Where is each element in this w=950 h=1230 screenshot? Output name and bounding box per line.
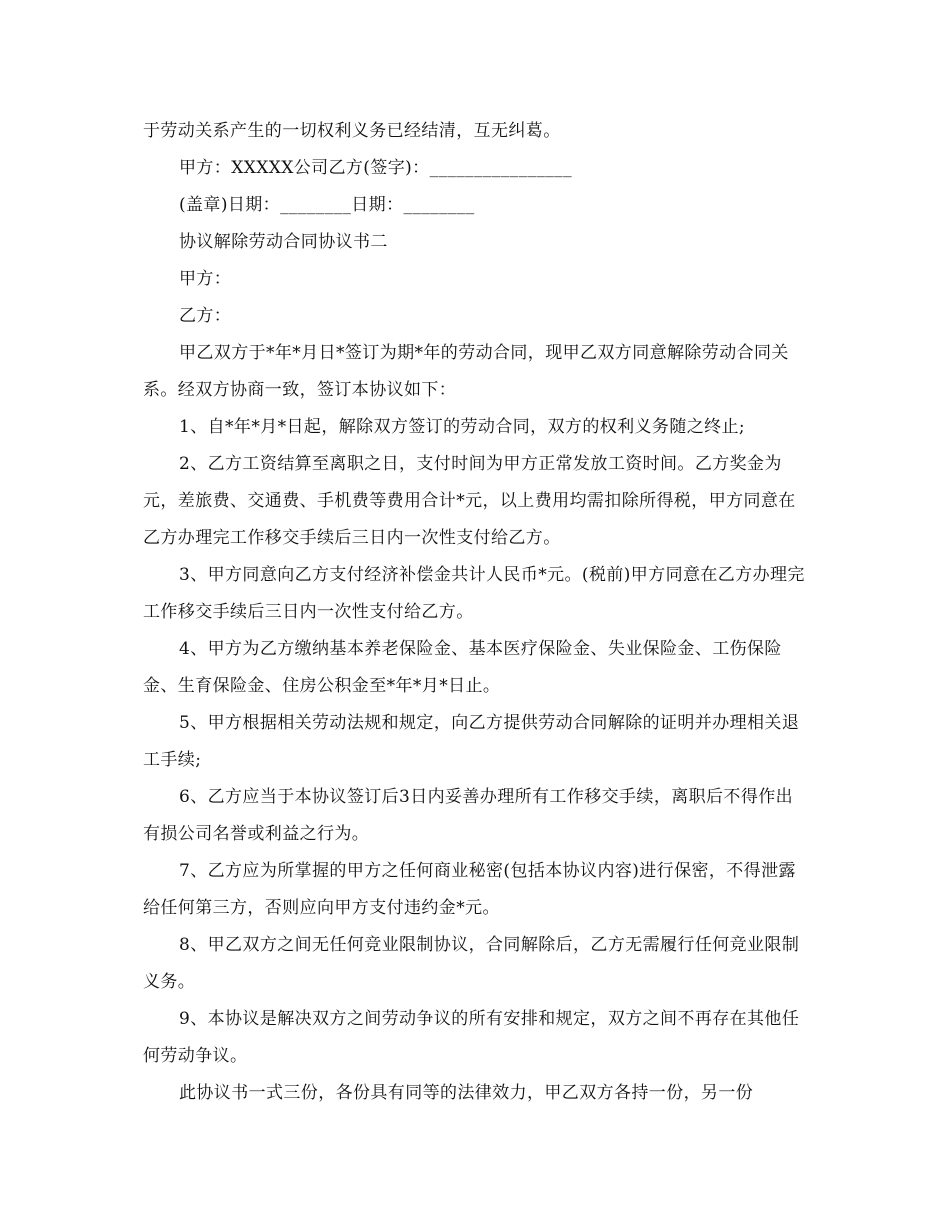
clause-9: 9、本协议是解决双方之间劳动争议的所有安排和规定，双方之间不再存在其他任何劳动争议。 [143, 1009, 800, 1066]
party-b-label: 乙方： [179, 306, 232, 326]
clause-7: 7、乙方应为所掌握的甲方之任何商业秘密(包括本协议内容)进行保密，不得泄露给任何第三方，否则应向甲方支付违约金*元。 [143, 861, 796, 918]
clause-1: 1、自*年*月*日起，解除双方签订的劳动合同，双方的权利义务随之终止; [179, 417, 746, 437]
clause-2: 2、乙方工资结算至离职之日，支付时间为甲方正常发放工资时间。乙方奖金为元，差旅费、交通费、手机费等费用合计*元，以上费用均需扣除所得税，甲方同意在乙方办理完工作移交手续后三日内一次性支付给乙方。 [143, 454, 796, 548]
paragraph-intro: 甲乙双方于*年*月日*签订为期*年的劳动合同，现甲乙双方同意解除劳动合同关系。经双方协商一致，签订本协议如下： [143, 343, 789, 400]
paragraph-date-line: (盖章)日期：________日期：________ [179, 195, 475, 215]
paragraph-signature-line: 甲方：XXXXX公司乙方(签字)：________________ [179, 158, 572, 178]
clause-8: 8、甲乙双方之间无任何竞业限制协议，合同解除后，乙方无需履行任何竞业限制义务。 [143, 935, 800, 992]
clause-6: 6、乙方应当于本协议签订后3日内妥善办理所有工作移交手续，离职后不得作出有损公司名誉或利益之行为。 [143, 787, 794, 844]
section-title: 协议解除劳动合同协议书二 [179, 232, 388, 252]
document-body [143, 113, 807, 1112]
paragraph-copies: 此协议书一式三份，各份具有同等的法律效力，甲乙双方各持一份，另一份 [179, 1083, 754, 1103]
party-a-label: 甲方： [179, 269, 232, 289]
clause-3: 3、甲方同意向乙方支付经济补偿金共计人民币*元。(税前)甲方同意在乙方办理完工作移交手续后三日内一次性支付给乙方。 [143, 565, 805, 622]
clause-4: 4、甲方为乙方缴纳基本养老保险金、基本医疗保险金、失业保险金、工伤保险金、生育保险金、住房公积金至*年*月*日止。 [143, 639, 782, 696]
clause-5: 5、甲方根据相关劳动法规和规定，向乙方提供劳动合同解除的证明并办理相关退工手续; [143, 713, 800, 770]
paragraph-settlement-clause: 于劳动关系产生的一切权利义务已经结清，互无纠葛。 [143, 121, 561, 141]
